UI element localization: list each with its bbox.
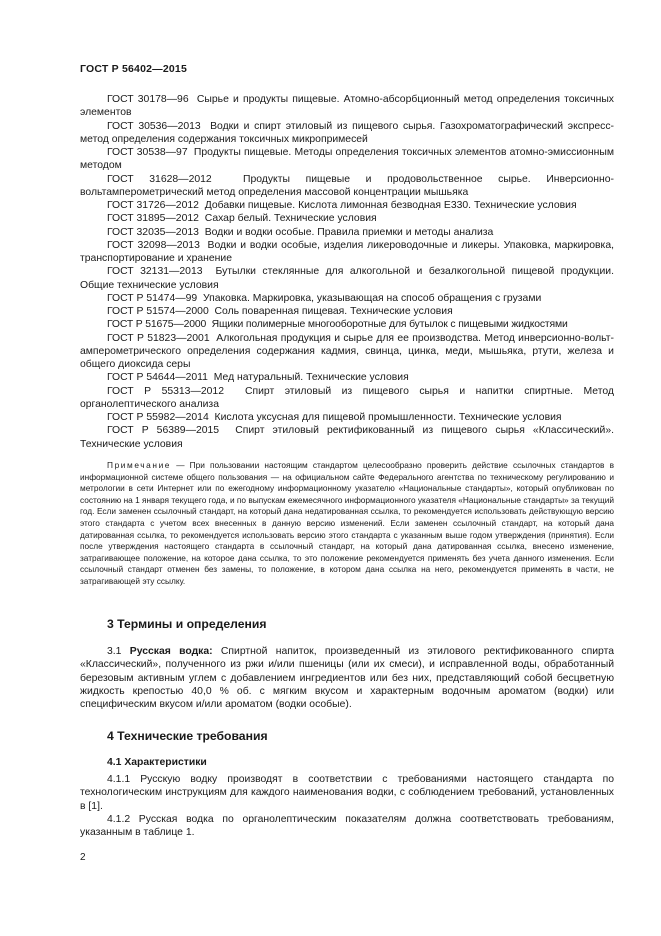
reference-title: Продукты пищевые. Методы определения токсичных элементов атомно-эмиссионным методом: [80, 147, 615, 172]
page-number: 2: [80, 852, 86, 863]
note-text: — При пользовании настоящим стандартом целесообразно проверить действие ссылочных стандартов в информационной системе общего пользования — на официальном сайте Федерального агентства по техническому регулированию и метрологии в сети Интернет или по ежегодному информационному указателю «Национальные стандарты», который опубликован по состоянию на 1 января текущего года, и по выпускам ежемесячного информационного указателя «Национальные стандарты» за текущий год. Если заменен ссылочный стандарт, на который дана недатированная ссылка, то рекомендуется использовать действующую версию этого стандарта с учетом всех внесенных в данную версию изменений. Если заменен ссылочный стандарт, на который дана датированная ссылка, то рекомендуется использовать версию этого стандарта с указанным выше годом утверждения (принятия). Если после утверждения настоящего стандарта в ссылочный стандарт, на который дана датированная ссылка, внесено изменение, затрагивающее положение, на которое дана ссылка, то это положение рекомендуется применять без учета данного изменения. Если ссылочный стандарт отменен без замены, то положение, в котором дана ссылка на него, рекомендуется применять в части, не затрагивающей эту ссылку.: [80, 460, 614, 586]
reference-item: [80, 385, 614, 412]
reference-title: Упаковка. Маркировка, указывающая на способ обращения с грузами: [202, 292, 542, 304]
reference-code: ГОСТ Р 51675—2000: [107, 319, 207, 331]
reference-title: Ящики полимерные многооборотные для бутылок с пищевыми жидкостями: [211, 319, 568, 331]
reference-title: Водки и водки особые, изделия ликероводочные и ликеры. Упаковка, маркировка, транспортирование и хранение: [80, 239, 614, 264]
reference-code: ГОСТ 31726—2012: [107, 200, 199, 211]
reference-item: [80, 199, 614, 212]
reference-title: Соль поваренная пищевая. Технические условия: [214, 306, 453, 317]
definition-number: 3.1: [107, 646, 122, 657]
reference-title: Сырье и продукты пищевые. Атомно-абсорбционный метод определения токсичных элементов: [80, 94, 615, 119]
reference-item: [80, 212, 614, 225]
document-header: ГОСТ Р 56402—2015: [80, 63, 188, 75]
reference-code: ГОСТ 32098—2013: [107, 239, 200, 251]
defined-term: Русская водка:: [129, 646, 213, 657]
reference-code: ГОСТ Р 54644—2011: [107, 372, 208, 384]
reference-code: ГОСТ Р 51574—2000: [107, 306, 209, 317]
reference-code: ГОСТ 31895—2012: [107, 213, 199, 225]
reference-item: [80, 332, 614, 372]
reference-item: [80, 411, 614, 424]
reference-code: ГОСТ 32035—2013: [107, 226, 199, 238]
reference-item: [80, 93, 614, 120]
paragraph-4-1-1: 4.1.1 Русскую водку производят в соответствии с требованиями настоящего стандарта по технологическим инструкциям для каждого наименования водки, с соблюдением требований, установленных в [1].: [80, 774, 614, 812]
reference-item: [80, 226, 614, 239]
section-4-title: 4 Технические требования: [107, 729, 268, 743]
definition-text: Спиртной напиток, произведенный из этилового ректификованного спирта «Классический», полученного из ржи и/или пшеницы (или их смеси), и исправленной воды, обработанный березовым активным углем с добавлением ингредиентов или без них, представляющий собой бесцветную жидкость крепостью 40,0 % об. с мягким вкусом и характерным водочным ароматом (водки) или специфическим вкусом и/или ароматом (водки особые).: [80, 646, 615, 711]
reference-item: [80, 265, 614, 292]
reference-title: Бутылки стеклянные для алкогольной и безалкогольной пищевой продукции. Общие технические условия: [80, 266, 614, 291]
reference-title: Спирт этиловый из пищевого сырья и напитки спиртные. Метод органолептического анализа: [80, 385, 614, 410]
reference-title: Алкогольная продукция и сырье для ее производства. Метод инверсионно-вольт-амперометрического определения содержания кадмия, свинца, цинка, меди, мышьяка, ртути, железа и общего диоксида серы: [80, 332, 614, 370]
definition-paragraph: [80, 645, 614, 711]
reference-code: ГОСТ 30178—96: [107, 94, 189, 105]
reference-item: [80, 173, 614, 200]
subsection-4-1-title: 4.1 Характеристики: [107, 757, 207, 768]
reference-code: ГОСТ 31628—2012: [107, 173, 212, 185]
reference-title: Водки и водки особые. Правила приемки и методы анализа: [204, 226, 494, 238]
reference-code: ГОСТ Р 51823—2001: [107, 332, 210, 344]
reference-title: Кислота уксусная для пищевой промышленности. Технические условия: [214, 412, 562, 423]
reference-title: Водки и спирт этиловый из пищевого сырья. Газохроматографический экспресс-метод определения содержания токсичных микропримесей: [80, 120, 614, 145]
reference-title: Добавки пищевые. Кислота лимонная безводная Е330. Технические условия: [204, 200, 577, 211]
reference-code: ГОСТ 32131—2013: [107, 266, 203, 278]
reference-item: [80, 371, 614, 384]
reference-item: [80, 146, 614, 173]
section-3-title: 3 Термины и определения: [107, 617, 267, 631]
reference-code: ГОСТ 30538—97: [107, 147, 188, 158]
note-label: Примечание: [107, 460, 172, 470]
reference-code: ГОСТ Р 51474—99: [107, 292, 198, 304]
reference-code: ГОСТ Р 56389—2015: [107, 425, 220, 437]
paragraph-4-1-2: 4.1.2 Русская водка по органолептическим показателям должна соответствовать требованиям, указанным в таблице 1.: [80, 814, 614, 839]
reference-item: [80, 120, 614, 147]
reference-title: Продукты пищевые и продовольственное сырье. Инверсионно-вольтамперометрический метод определения массовой концентрации мышьяка: [80, 173, 614, 198]
normative-references-list: [80, 93, 614, 451]
reference-item: [80, 424, 614, 451]
reference-code: ГОСТ Р 55313—2012: [107, 385, 224, 397]
reference-title: Сахар белый. Технические условия: [204, 213, 377, 225]
reference-item: [80, 318, 614, 331]
reference-title: Спирт этиловый ректификованный из пищевого сырья «Классический». Технические условия: [80, 425, 614, 450]
reference-item: [80, 292, 614, 305]
note-paragraph: [80, 460, 614, 588]
reference-code: ГОСТ Р 55982—2014: [107, 412, 209, 423]
reference-item: [80, 239, 614, 266]
reference-title: Мед натуральный. Технические условия: [213, 372, 409, 384]
reference-code: ГОСТ 30536—2013: [107, 120, 201, 132]
reference-item: [80, 305, 614, 318]
